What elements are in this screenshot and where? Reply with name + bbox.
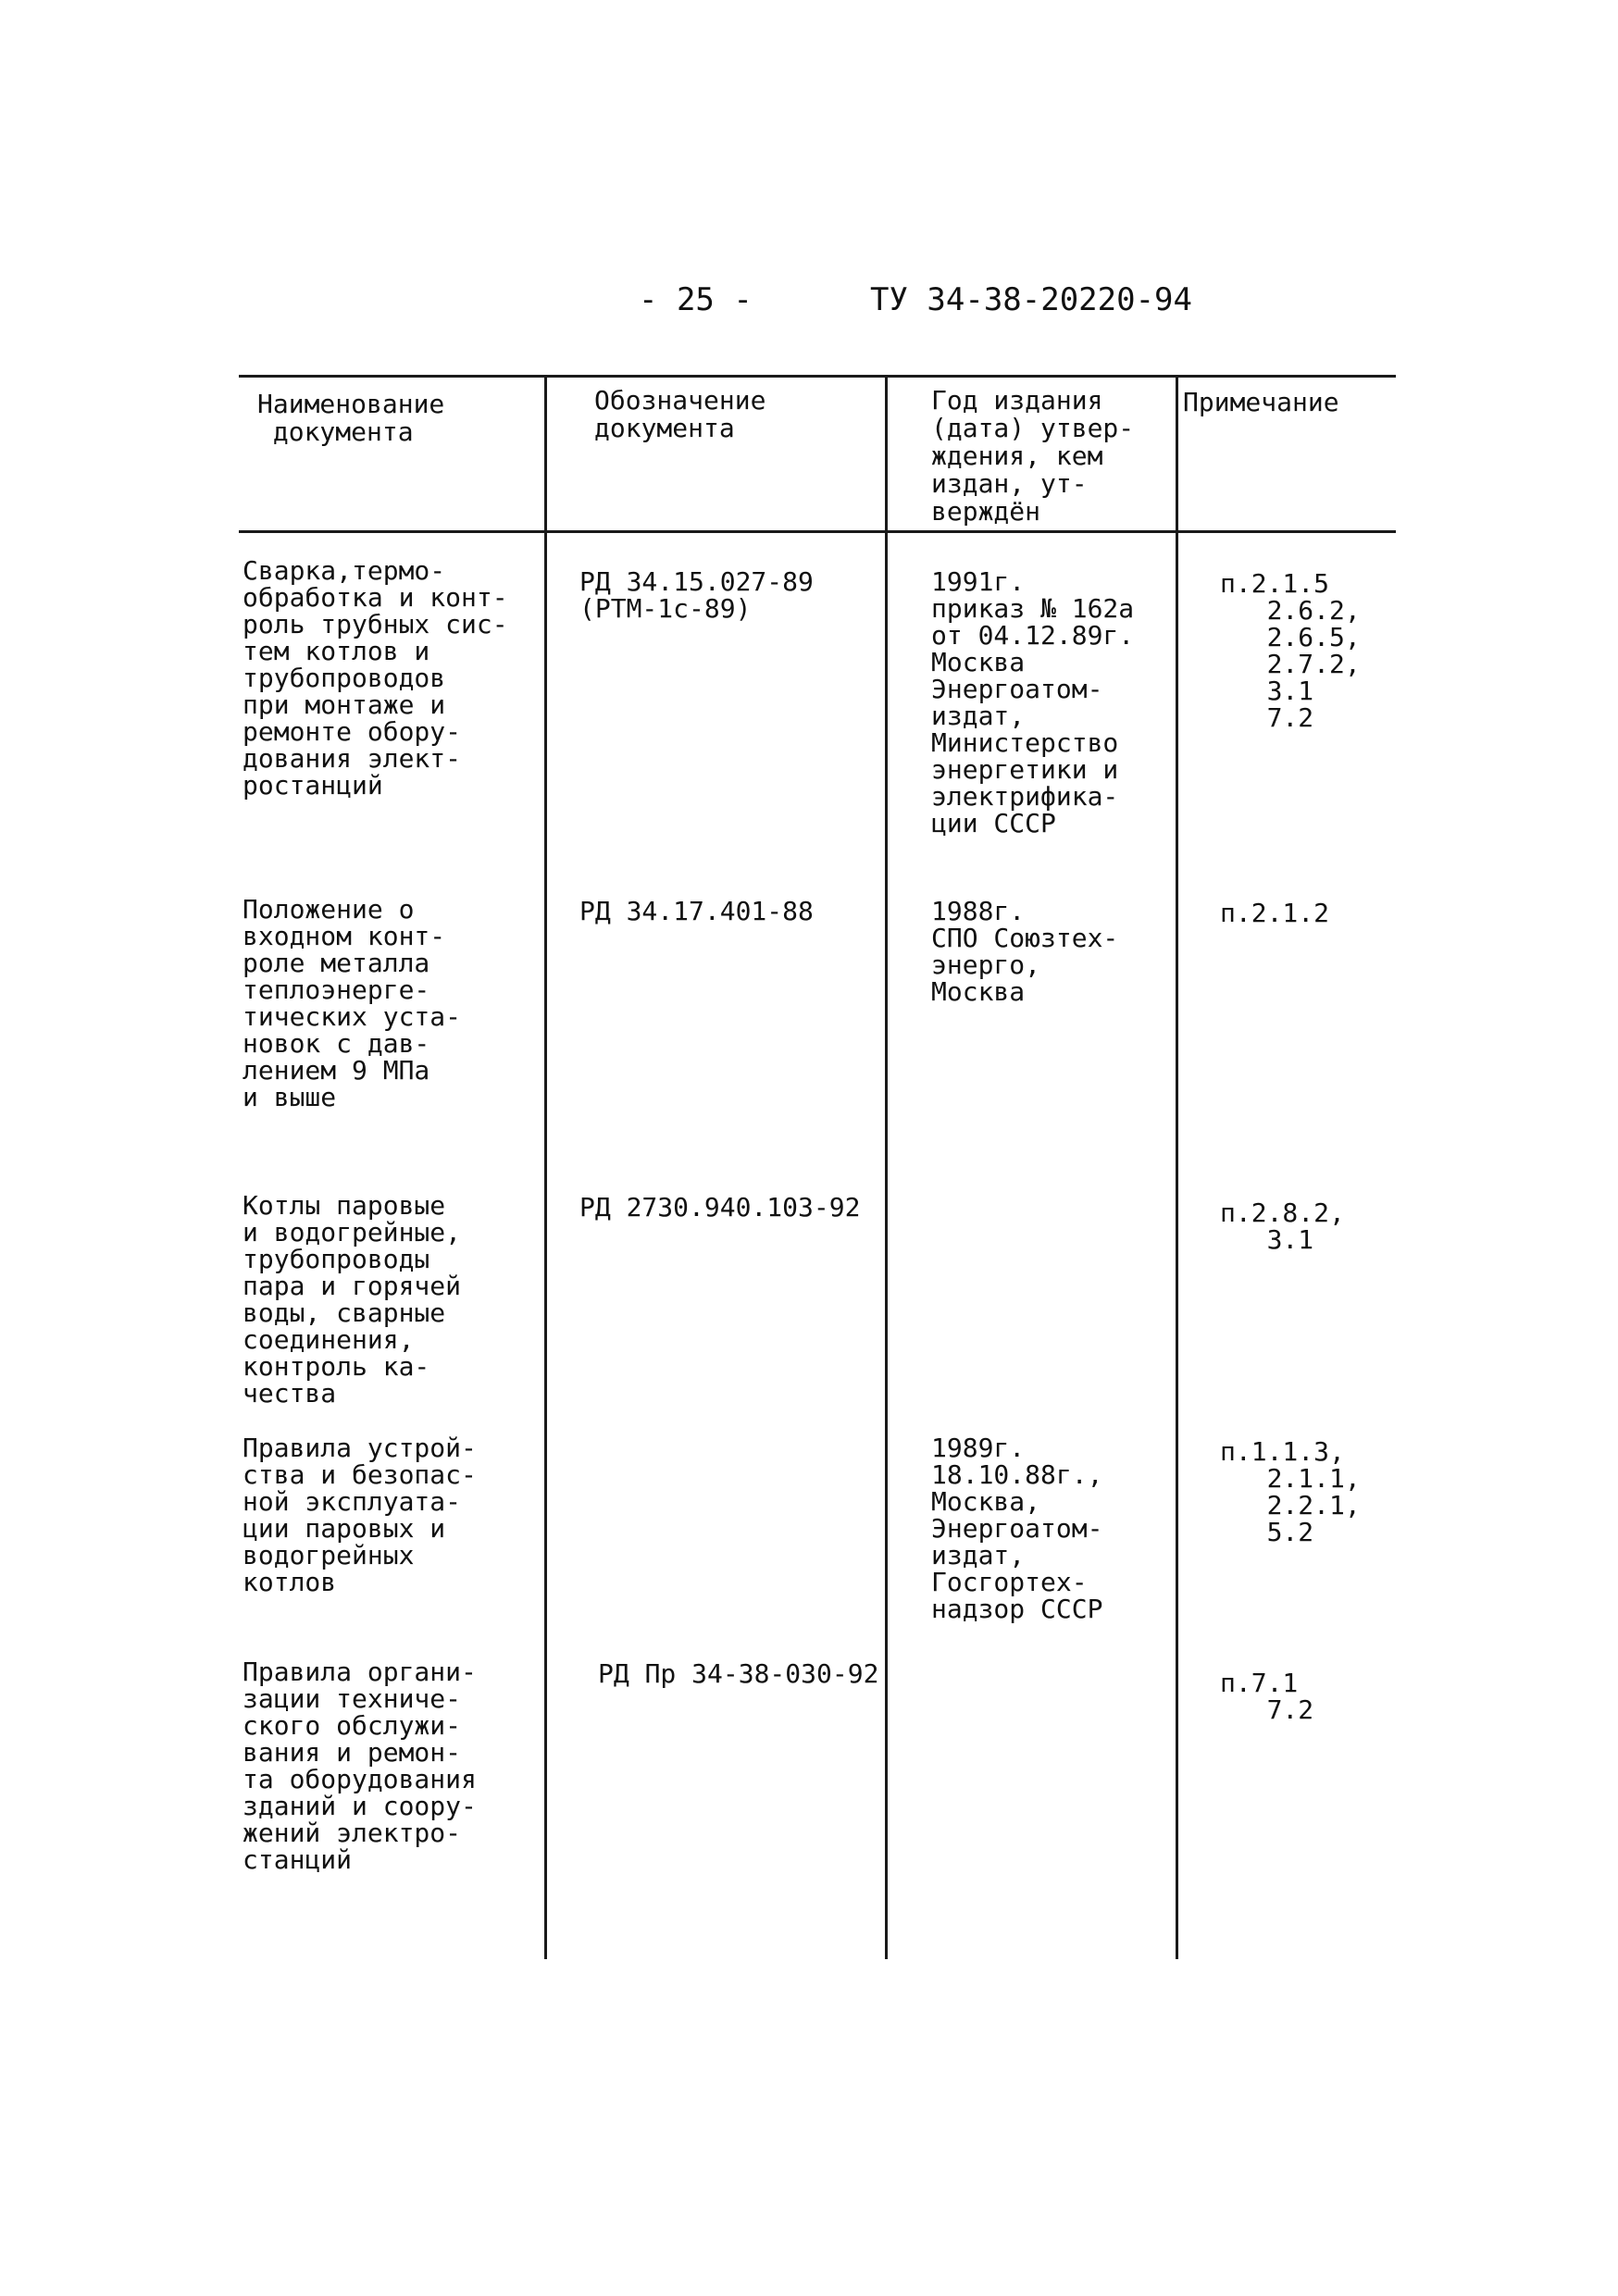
row-note: п.2.1.5 2.6.2, 2.6.5, 2.7.2, 3.1 7.2 (1220, 568, 1361, 733)
row-publication: 1991г. приказ № 162а от 04.12.89г. Москва Энергоатом- издат, Министерство энергетики и электрифика- ции СССР (931, 566, 1135, 838)
document-code: ТУ 34-38-20220-94 (870, 281, 1192, 318)
row-note: п.2.8.2, 3.1 (1220, 1198, 1345, 1255)
column-divider-2 (885, 377, 888, 1959)
row-name: Положение о входном конт- роле металла теплоэнерге- тических уста- новок с дав- лением 9 МПа и выше (243, 894, 462, 1112)
row-designation: РД Пр 34-38-030-92 (598, 1658, 879, 1689)
row-name: Котлы паровые и водогрейные, трубопроводы пара и горячей воды, сварные соединения, контроль ка- чества (243, 1190, 462, 1409)
column-header-designation: Обозначение документа (594, 385, 766, 443)
row-name: Правила устрой- ства и безопас- ной эксплуата- ции паровых и водогрейных котлов (243, 1433, 477, 1597)
row-designation: РД 34.15.027-89 (РТМ-1с-89) (579, 566, 814, 624)
row-publication: 1989г. 18.10.88г., Москва, Энергоатом- издат, Госгортех- надзор СССР (931, 1433, 1103, 1624)
row-note: п.7.1 7.2 (1220, 1668, 1314, 1725)
page-number: - 25 - (639, 281, 753, 318)
row-designation: РД 2730.940.103-92 (579, 1192, 861, 1222)
table-header-rule (239, 530, 1396, 533)
table-top-rule (239, 375, 1396, 378)
column-divider-3 (1176, 377, 1178, 1959)
row-name: Сварка,термо- обработка и конт- роль трубных сис- тем котлов и трубопроводов при монтаже и ремонте обору- дования элект- ростанций (243, 555, 508, 800)
column-header-note: Примечание (1183, 387, 1339, 417)
column-header-name: Наименование документа (257, 389, 445, 447)
row-name: Правила органи- зации техниче- ского обслужи- вания и ремон- та оборудования зданий и соору- жений электро- станций (243, 1657, 477, 1875)
row-note: п.2.1.2 (1220, 898, 1330, 928)
row-note: п.1.1.3, 2.1.1, 2.2.1, 5.2 (1220, 1436, 1361, 1547)
column-divider-1 (544, 377, 547, 1959)
column-header-publication: Год издания (дата) утвер- ждения, кем издан, ут- верждён (931, 385, 1135, 527)
page-header (0, 281, 1618, 328)
row-publication: 1988г. СПО Союзтех- энерго, Москва (931, 896, 1119, 1007)
row-designation: РД 34.17.401-88 (579, 896, 814, 926)
